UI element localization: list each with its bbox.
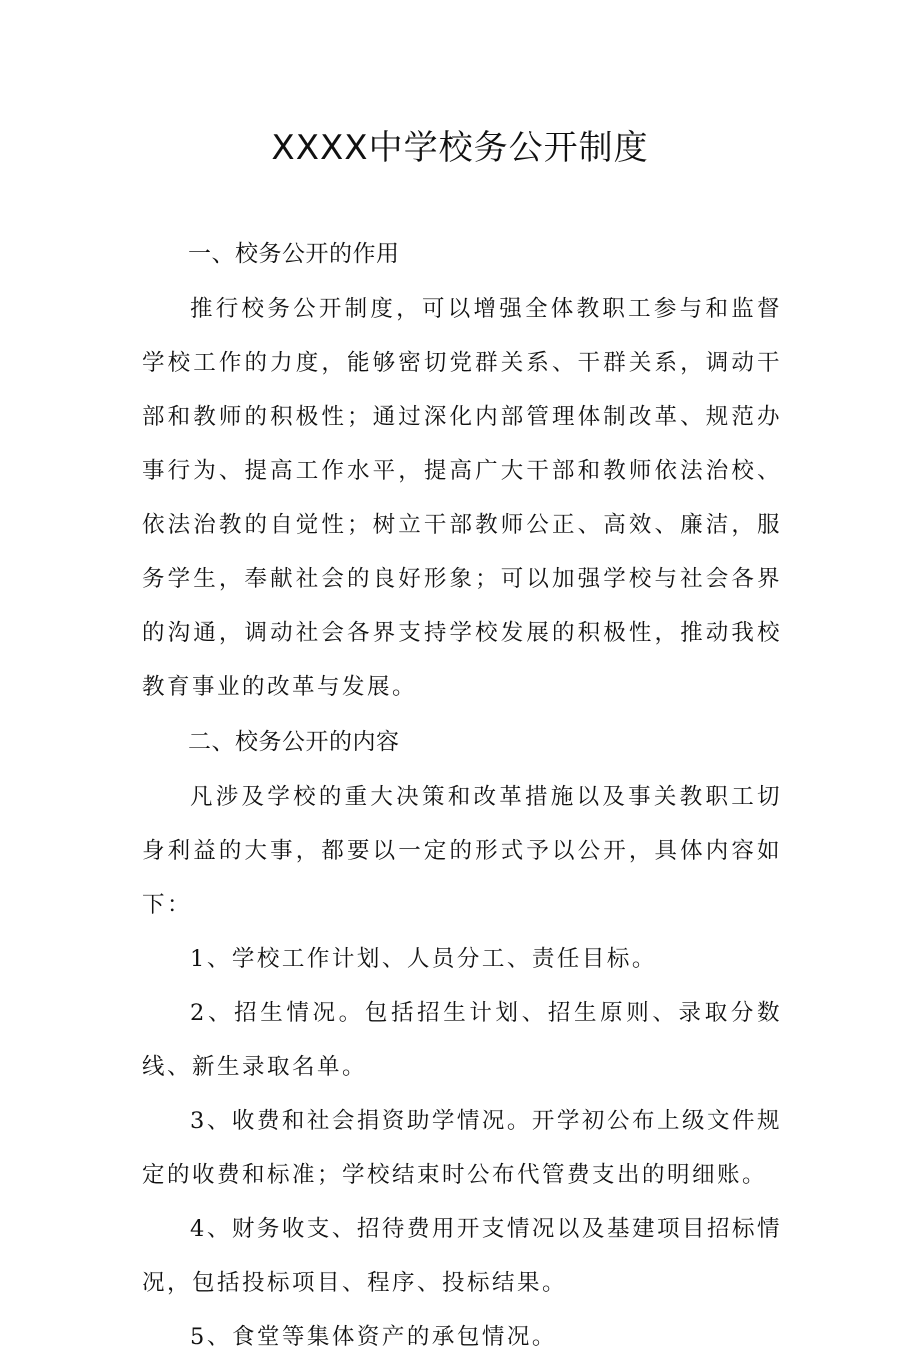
list-item-canteen: 5、食堂等集体资产的承包情况。 [190, 1324, 557, 1350]
list-item-work-plan: 1、学校工作计划、人员分工、责任目标。 [190, 946, 657, 972]
paragraph-role-text: 推行校务公开制度，可以增强全体教职工参与和监督学校工作的力度，能够密切党群关系、干群关系，调动干部和教师的积极性；通过深化内部管理体制改革、规范办事行为、提高工作水平，提高广大干部和教师依法治校、依法治教的自觉性；树立干部教师公正、高效、廉洁，服务学生，奉献社会的良好形象；可以加强学校与社会各界的沟通，调动社会各界支持学校发展的积极性，推动我校教育事业的改革与发展。 [142, 296, 782, 700]
paragraph-content-intro: 凡涉及学校的重大决策和改革措施以及事关教职工切身利益的大事，都要以一定的形式予以公开，具体内容如下： [142, 784, 782, 918]
document-body [142, 226, 782, 1364]
section-heading-content: 二、校务公开的内容 [188, 729, 400, 755]
section-heading-role: 一、校务公开的作用 [188, 241, 400, 267]
list-item-enrollment: 2、招生情况。包括招生计划、招生原则、录取分数线、新生录取名单。 [142, 1000, 782, 1080]
list-item-fees: 3、收费和社会捐资助学情况。开学初公布上级文件规定的收费和标准；学校结束时公布代管费支出的明细账。 [142, 1108, 782, 1188]
list-item-finance: 4、财务收支、招待费用开支情况以及基建项目招标情况，包括投标项目、程序、投标结果。 [142, 1216, 782, 1296]
document-title: XXXX中学校务公开制度 [271, 128, 649, 168]
